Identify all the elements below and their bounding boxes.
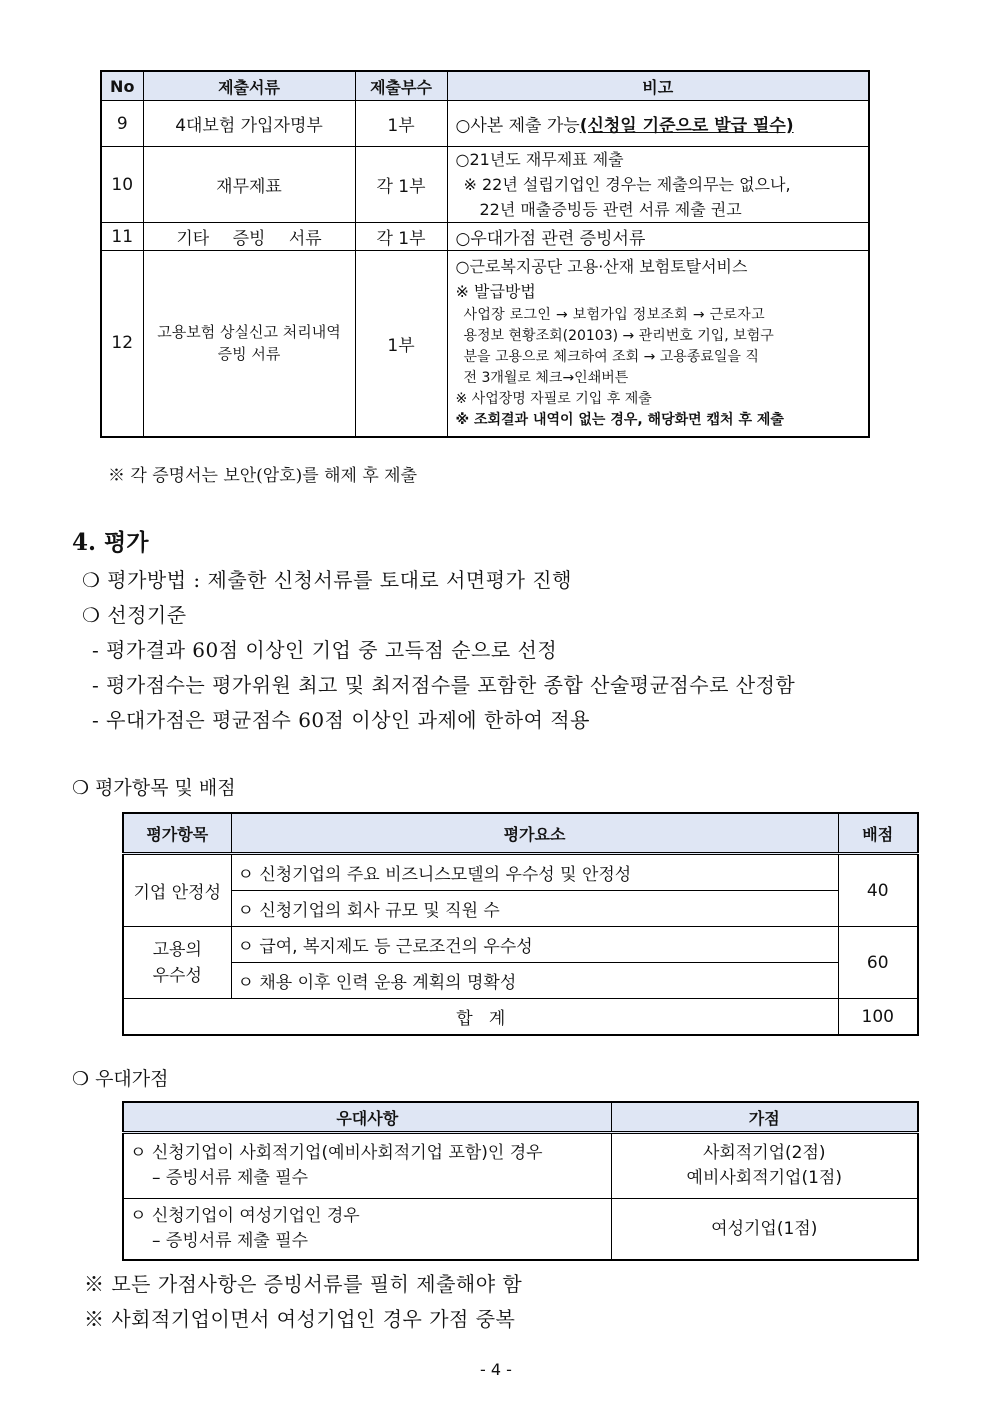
col-header-points: 가점: [611, 1102, 918, 1133]
total-score: 100: [838, 999, 918, 1036]
remark-line: 용정보 현황조회(20103) → 관리번호 기입, 보험구: [463, 328, 774, 345]
row-count: 1부: [355, 101, 447, 147]
points-line: 여성기업(1점): [711, 1218, 818, 1239]
col-header-doc: 제출서류: [143, 71, 355, 101]
eval-score: 40: [838, 854, 918, 927]
col-header-no: No: [101, 71, 143, 101]
eval-score: 60: [838, 927, 918, 999]
col-header-item: 평가항목: [123, 813, 231, 854]
eval-item: [123, 927, 231, 999]
col-header-count: 제출부수: [355, 71, 447, 101]
eval-item: 기업 안정성: [123, 854, 231, 927]
bonus-condition: [123, 1133, 611, 1199]
row-doc: 재무제표: [143, 147, 355, 223]
remark-line: 사업장 로그인 → 보험가입 정보조회 → 근로자고: [463, 307, 765, 324]
remark-line: 분을 고용으로 체크하여 조회 → 고용종료일을 직: [463, 349, 759, 366]
remark-line: 전 3개월로 체크→인쇄버튼: [463, 370, 629, 387]
table-row: [101, 101, 869, 147]
table-row: [101, 147, 869, 223]
row-count: 1부: [355, 251, 447, 437]
remark-line: ○21년도 재무제표 제출: [455, 150, 624, 169]
row-no: 10: [101, 147, 143, 223]
row-no: 11: [101, 223, 143, 251]
remark-line: ※ 발급방법: [455, 282, 536, 302]
condition-line: – 증빙서류 제출 필수: [152, 1231, 309, 1251]
row-remark: [447, 147, 869, 223]
table-row: [123, 1133, 918, 1199]
bonus-heading: ❍ 우대가점: [72, 1068, 169, 1090]
row-remark: ○우대가점 관련 증빙서류: [447, 223, 869, 251]
bonus-table: [122, 1101, 919, 1261]
row-count: 각 1부: [355, 147, 447, 223]
col-header-score: 배점: [838, 813, 918, 854]
submission-docs-table: [100, 70, 870, 438]
section-title: 4. 평가: [72, 529, 149, 556]
table-row: [101, 251, 869, 437]
remark-line: ※ 조회결과 내역이 없는 경우, 해당화면 캡처 후 제출: [455, 412, 784, 429]
condition-line: – 증빙서류 제출 필수: [152, 1168, 309, 1188]
remark-line: ○근로복지공단 고용·산재 보험토탈서비스: [455, 257, 748, 277]
footnote: ※ 모든 가점사항은 증빙서류를 필히 제출해야 함: [84, 1272, 523, 1296]
remark-line: ※ 사업장명 자필로 기입 후 제출: [455, 391, 652, 408]
row-doc: [143, 251, 355, 437]
eval-element: ㅇ 신청기업의 회사 규모 및 직원 수: [231, 891, 838, 927]
condition-line: ㅇ 신청기업이 사회적기업(예비사회적기업 포함)인 경우: [130, 1143, 543, 1163]
table-header-row: [123, 1102, 918, 1133]
condition-line: ㅇ 신청기업이 여성기업인 경우: [130, 1206, 360, 1226]
col-header-remark: 비고: [447, 71, 869, 101]
table-header-row: [101, 71, 869, 101]
table-header-row: [123, 813, 918, 854]
criteria-title: ❍ 선정기준: [82, 603, 187, 627]
col-header-element: 평가요소: [231, 813, 838, 854]
eval-item-line: 우수성: [152, 965, 202, 986]
total-label: 합 계: [123, 999, 838, 1036]
bonus-condition: [123, 1199, 611, 1261]
table-row: [123, 1199, 918, 1261]
remark-line: ※ 22년 설립기업인 경우는 제출의무는 없으나,: [463, 175, 791, 194]
doc-line: 고용보험 상실신고 처리내역: [157, 323, 341, 342]
eval-heading: ❍ 평가항목 및 배점: [72, 777, 236, 799]
eval-method: ❍ 평가방법 : 제출한 신청서류를 토대로 서면평가 진행: [82, 568, 572, 592]
row-doc: 기타 증빙 서류: [143, 223, 355, 251]
row-doc: 4대보험 가입자명부: [143, 101, 355, 147]
eval-item-line: 고용의: [152, 939, 202, 960]
row-no: 12: [101, 251, 143, 437]
remark-line: 22년 매출증빙등 관련 서류 제출 권고: [479, 200, 742, 219]
bonus-points: [611, 1133, 918, 1199]
criteria-item: - 평가결과 60점 이상인 기업 중 고득점 순으로 선정: [92, 638, 558, 662]
criteria-item: - 우대가점은 평균점수 60점 이상인 과제에 한하여 적용: [92, 708, 590, 732]
criteria-item: - 평가점수는 평가위원 최고 및 최저점수를 포함한 종합 산술평균점수로 산정함: [92, 673, 796, 697]
page-number: - 4 -: [480, 1360, 512, 1379]
total-row: [123, 999, 918, 1036]
eval-element: ㅇ 채용 이후 인력 운용 계획의 명확성: [231, 963, 838, 999]
doc-line: 증빙 서류: [217, 345, 281, 364]
bonus-points: [611, 1199, 918, 1261]
points-line: 예비사회적기업(1점): [686, 1168, 842, 1188]
points-line: 사회적기업(2점): [702, 1143, 826, 1163]
eval-element: ㅇ 신청기업의 주요 비즈니스모델의 우수성 및 안정성: [231, 854, 838, 891]
table-row: [123, 963, 918, 999]
table-row: [123, 854, 918, 891]
eval-element: ㅇ 급여, 복지제도 등 근로조건의 우수성: [231, 927, 838, 963]
row-no: 9: [101, 101, 143, 147]
table-row: [123, 891, 918, 927]
table-row: [123, 927, 918, 963]
table-row: [101, 223, 869, 251]
eval-table: [122, 812, 919, 1036]
footnote: ※ 사회적기업이면서 여성기업인 경우 가점 중복: [84, 1307, 516, 1331]
col-header-condition: 우대사항: [123, 1102, 611, 1133]
row-count: 각 1부: [355, 223, 447, 251]
remark-emphasis: (신청일 기준으로 발급 필수): [579, 116, 794, 136]
security-note: ※ 각 증명서는 보안(암호)를 해제 후 제출: [108, 466, 418, 486]
row-remark: [447, 101, 869, 147]
remark-text: ○사본 제출 가능: [455, 116, 580, 136]
row-remark: [447, 251, 869, 437]
